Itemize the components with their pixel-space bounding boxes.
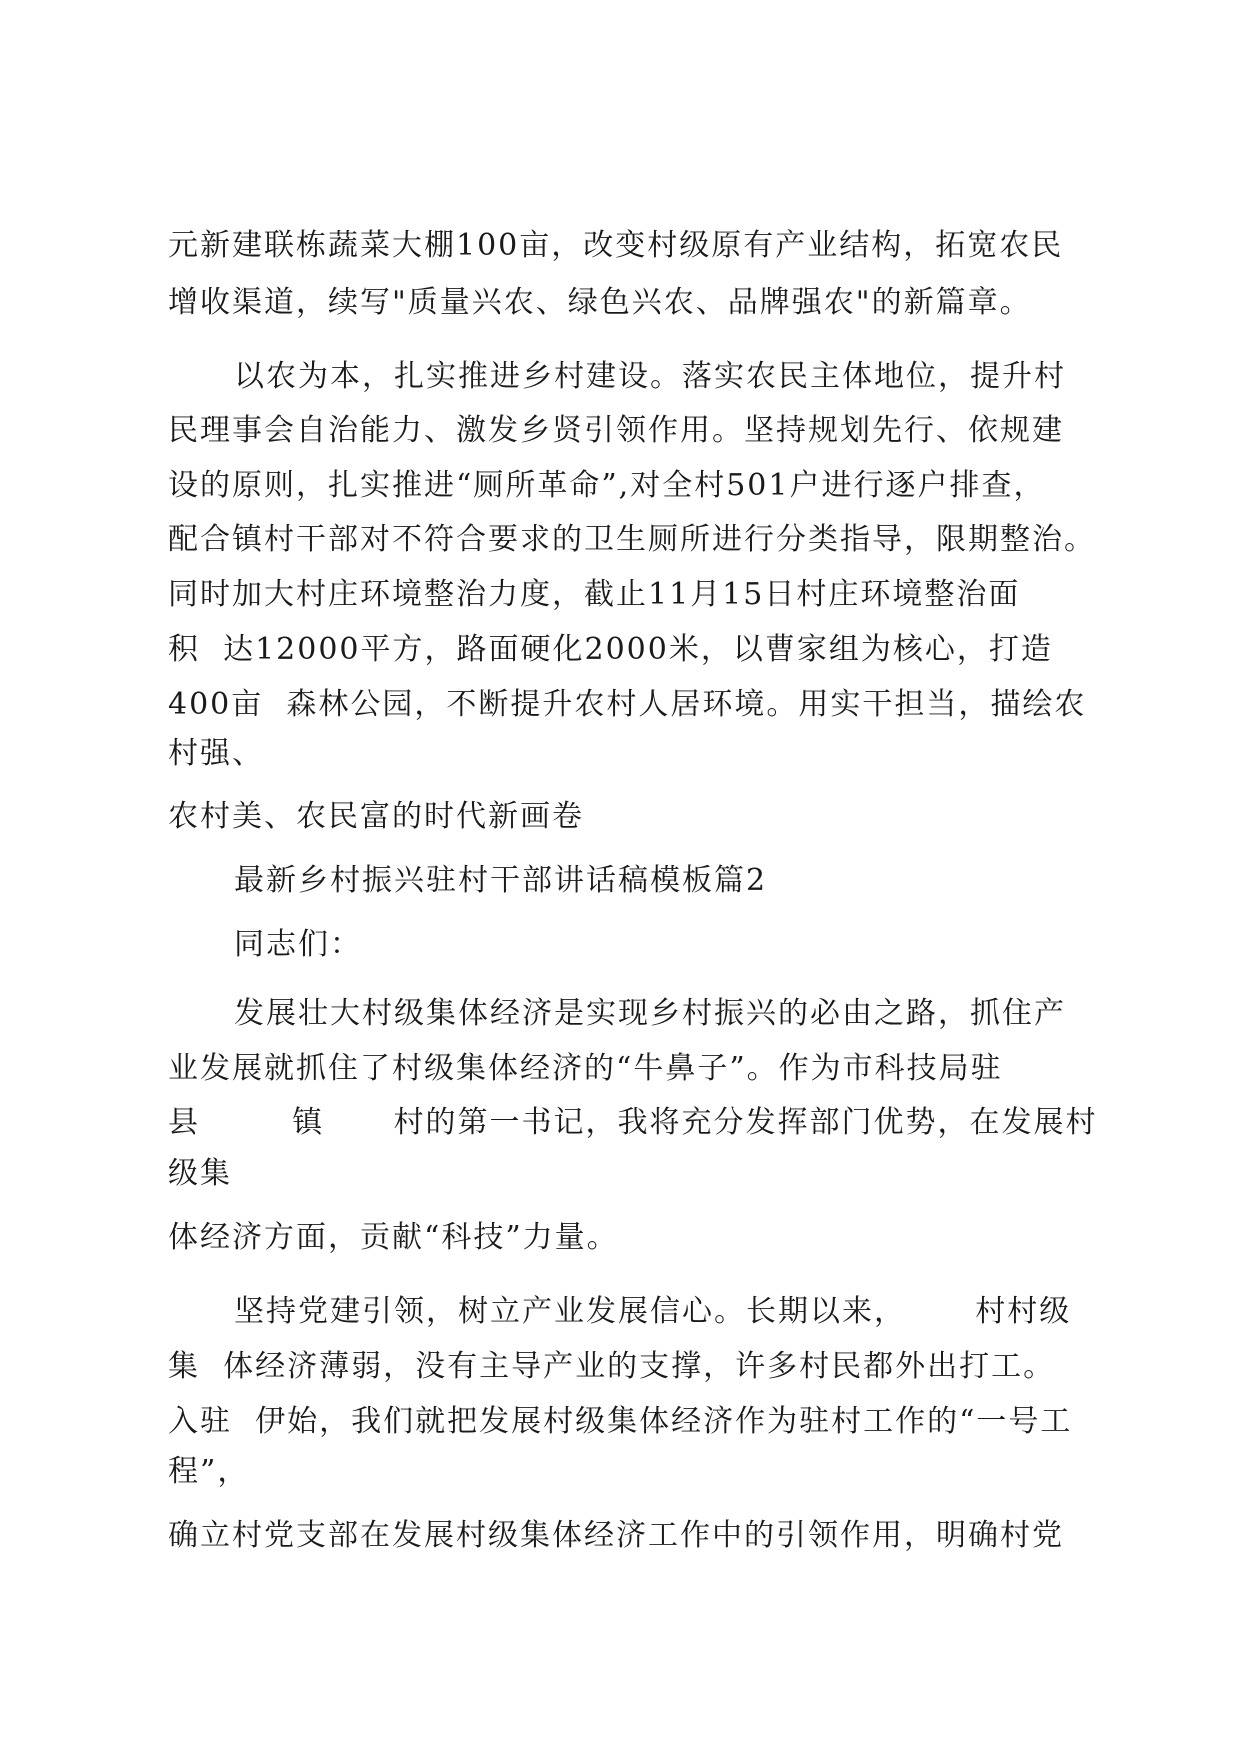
paragraph-line: 元新建联栋蔬菜大棚100亩，改变村级原有产业结构，拓宽农民 xyxy=(168,228,1064,263)
paragraph-line: 民理事会自治能力、激发乡贤引领作用。坚持规划先行、依规建 xyxy=(168,413,1064,448)
paragraph-line: 400亩 森林公园，不断提升农村人居环境。用实干担当，描绘农 xyxy=(168,687,1087,722)
paragraph-line: 程”， xyxy=(168,1454,250,1489)
paragraph-line: 县 镇 村的第一书记，我将充分发挥部门优势，在发展村 xyxy=(168,1105,1098,1140)
paragraph-line: 农村美、农民富的时代新画卷 xyxy=(168,799,584,834)
paragraph-line: 确立村党支部在发展村级集体经济工作中的引领作用，明确村党 xyxy=(168,1518,1064,1553)
section-heading: 最新乡村振兴驻村干部讲话稿模板篇2 xyxy=(234,863,768,898)
paragraph-line: 发展壮大村级集体经济是实现乡村振兴的必由之路，抓住产 xyxy=(234,996,1066,1031)
paragraph-line: 坚持党建引领，树立产业发展信心。长期以来， 村村级 xyxy=(234,1294,1072,1329)
paragraph-line: 业发展就抓住了村级集体经济的“牛鼻子”。作为市科技局驻 xyxy=(168,1051,1003,1086)
paragraph-line: 配合镇村干部对不符合要求的卫生厕所进行分类指导，限期整治。 xyxy=(168,522,1096,557)
paragraph-line: 体经济方面，贡献“科技”力量。 xyxy=(168,1220,619,1255)
paragraph-line: 增收渠道，续写"质量兴农、绿色兴农、品牌强农"的新篇章。 xyxy=(168,285,1032,320)
paragraph-line: 入驻 伊始，我们就把发展村级集体经济作为驻村工作的“一号工 xyxy=(168,1404,1073,1439)
salutation: 同志们： xyxy=(234,927,362,962)
paragraph-line: 积 达12000平方，路面硬化2000米，以曹家组为核心，打造 xyxy=(168,632,1053,667)
paragraph-line: 同时加大村庄环境整治力度，截止11月15日村庄环境整治面 xyxy=(168,577,1021,612)
paragraph-line: 设的原则，扎实推进“厕所革命”,对全村501户进行逐户排查， xyxy=(168,468,1046,503)
paragraph-line: 集 体经济薄弱，没有主导产业的支撑，许多村民都外出打工。 xyxy=(168,1349,1056,1384)
paragraph-line: 村强、 xyxy=(168,736,264,771)
paragraph-line: 级集 xyxy=(168,1156,232,1191)
paragraph-line: 以农为本，扎实推进乡村建设。落实农民主体地位，提升村 xyxy=(234,359,1066,394)
